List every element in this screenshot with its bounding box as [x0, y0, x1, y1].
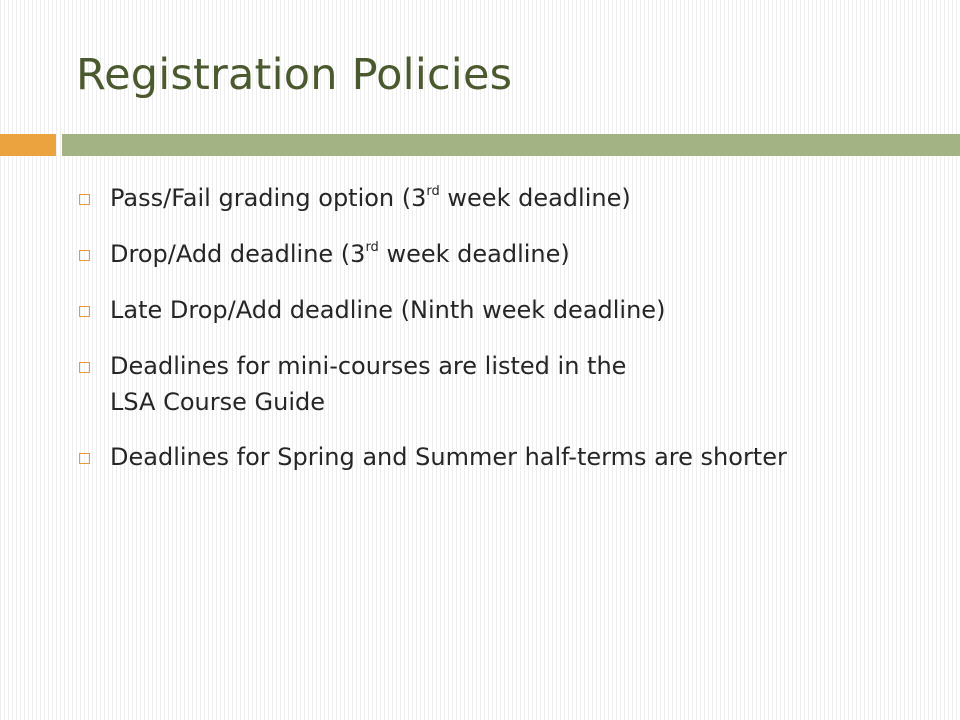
bullet-text: Late Drop/Add deadline (Ninth week deadline)	[110, 296, 666, 324]
accent-bar	[0, 134, 56, 156]
bullet-text-part: Drop/Add deadline (3	[110, 240, 366, 268]
bullet-item-mini-courses	[79, 348, 879, 420]
bullet-item-spring-summer	[79, 439, 879, 475]
bullet-text: Deadlines for Spring and Summer half-terms are shorter	[110, 443, 787, 471]
slide-title: Registration Policies	[76, 50, 513, 100]
bullet-text-part: week deadline)	[439, 184, 631, 212]
bullet-text: Deadlines for mini-courses are listed in the LSA Course Guide	[110, 352, 627, 416]
title-underline-bar	[62, 134, 960, 156]
bullet-item-pass-fail	[79, 180, 879, 216]
bullet-list	[79, 180, 879, 494]
bullet-text	[110, 180, 870, 216]
hollow-square-icon	[79, 362, 90, 373]
hollow-square-icon	[79, 250, 90, 261]
ordinal-superscript: rd	[426, 184, 440, 199]
hollow-square-icon	[79, 194, 90, 205]
ordinal-superscript: rd	[365, 240, 379, 255]
hollow-square-icon	[79, 453, 90, 464]
bullet-text	[110, 236, 870, 272]
bullet-text-part: week deadline)	[378, 240, 570, 268]
hollow-square-icon	[79, 306, 90, 317]
bullet-item-drop-add	[79, 236, 879, 272]
bullet-text-part: Pass/Fail grading option (3	[110, 184, 427, 212]
bullet-item-late-drop-add	[79, 292, 879, 328]
